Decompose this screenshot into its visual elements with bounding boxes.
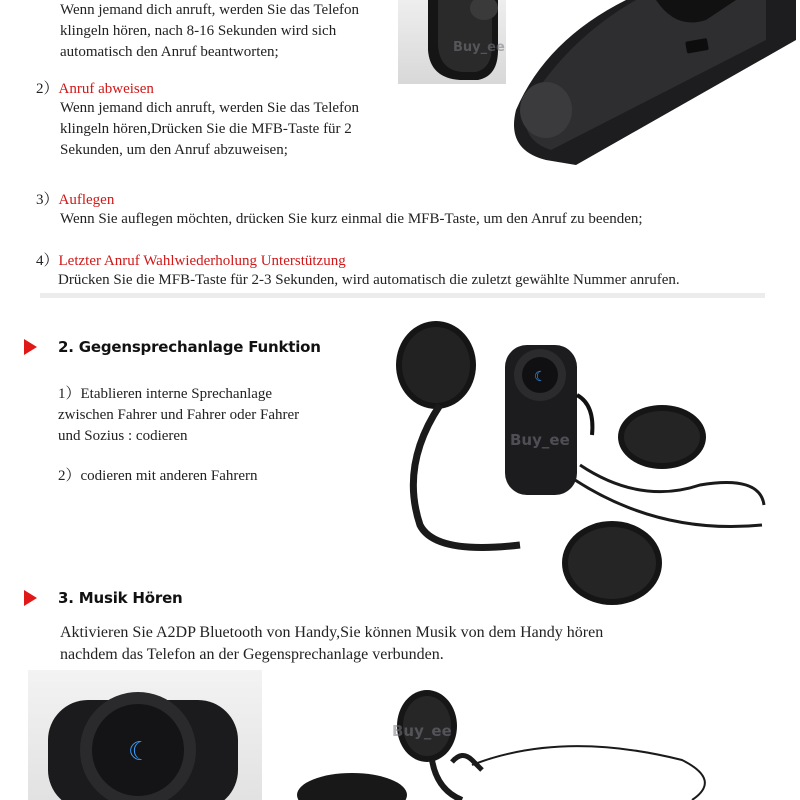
answer-call-text <box>60 0 400 63</box>
device-front-graphic <box>28 670 262 800</box>
text-line: Wenn jemand dich anruft, werden Sie das Telefon <box>60 100 360 116</box>
text-line: klingeln hören, nach 8-16 Sekunden wird sich <box>60 23 337 39</box>
text-line: nachdem das Telefon an der Gegensprechanlage verbunden. <box>60 646 444 663</box>
step-number: 2） <box>36 81 59 97</box>
headset-kit-photo <box>380 305 766 605</box>
step-number: 3） <box>36 192 59 208</box>
watermark: Buy_ee <box>453 40 505 55</box>
text-line: klingeln hören,Drücken Sie die MFB-Taste für 2 <box>60 121 352 137</box>
hangup-text: Wenn Sie auflegen möchten, drücken Sie kurz einmal die MFB-Taste, um den Anruf zu beenden; <box>60 211 643 227</box>
red-arrow-icon <box>24 590 37 606</box>
device-closeup-photo-small <box>398 0 506 84</box>
step-title-text: Auflegen <box>58 192 115 208</box>
headset-mic-photo <box>262 670 776 800</box>
music-heading: 3. Musik Hören <box>58 589 183 607</box>
watermark: Buy_ee <box>510 431 570 449</box>
text-line: Wenn jemand dich anruft, werden Sie das Telefon <box>60 2 360 18</box>
device-front-photo <box>28 670 262 800</box>
text-line: und Sozius : codieren <box>58 428 188 444</box>
intercom-item-1 <box>58 384 378 447</box>
reject-call-text <box>60 98 405 161</box>
headset-mic-graphic <box>262 670 776 800</box>
hangup-title <box>36 190 114 210</box>
device-body-graphic <box>506 0 800 170</box>
step-number: 4） <box>36 253 59 269</box>
music-text <box>60 622 603 666</box>
step-title-text: Letzter Anruf Wahlwiederholung Unterstützung <box>58 253 346 269</box>
watermark: Buy_ee <box>392 722 452 740</box>
svg-text:☾: ☾ <box>534 369 547 385</box>
text-line: Sekunden, um den Anruf abzuweisen; <box>60 142 288 158</box>
reject-call-title <box>36 79 154 99</box>
step-title-text: Anruf abweisen <box>58 81 154 97</box>
svg-text:☾: ☾ <box>128 737 152 767</box>
text-line: 1）Etablieren interne Sprechanlage <box>58 386 273 402</box>
device-side-photo <box>506 0 800 170</box>
text-line: Aktivieren Sie A2DP Bluetooth von Handy,Sie können Musik von dem Handy hören <box>60 624 604 641</box>
gray-divider <box>40 293 765 298</box>
headset-kit-graphic <box>380 305 766 605</box>
intercom-item-2: 2）codieren mit anderen Fahrern <box>58 468 258 484</box>
intercom-heading: 2. Gegensprechanlage Funktion <box>58 338 321 356</box>
red-arrow-icon <box>24 339 37 355</box>
redial-text: Drücken Sie die MFB-Taste für 2-3 Sekunden, wird automatisch die zuletzt gewählte Nummer anrufen. <box>58 272 680 288</box>
redial-title <box>36 251 346 271</box>
text-line: zwischen Fahrer und Fahrer oder Fahrer <box>58 407 300 423</box>
text-line: automatisch den Anruf beantworten; <box>60 44 279 60</box>
